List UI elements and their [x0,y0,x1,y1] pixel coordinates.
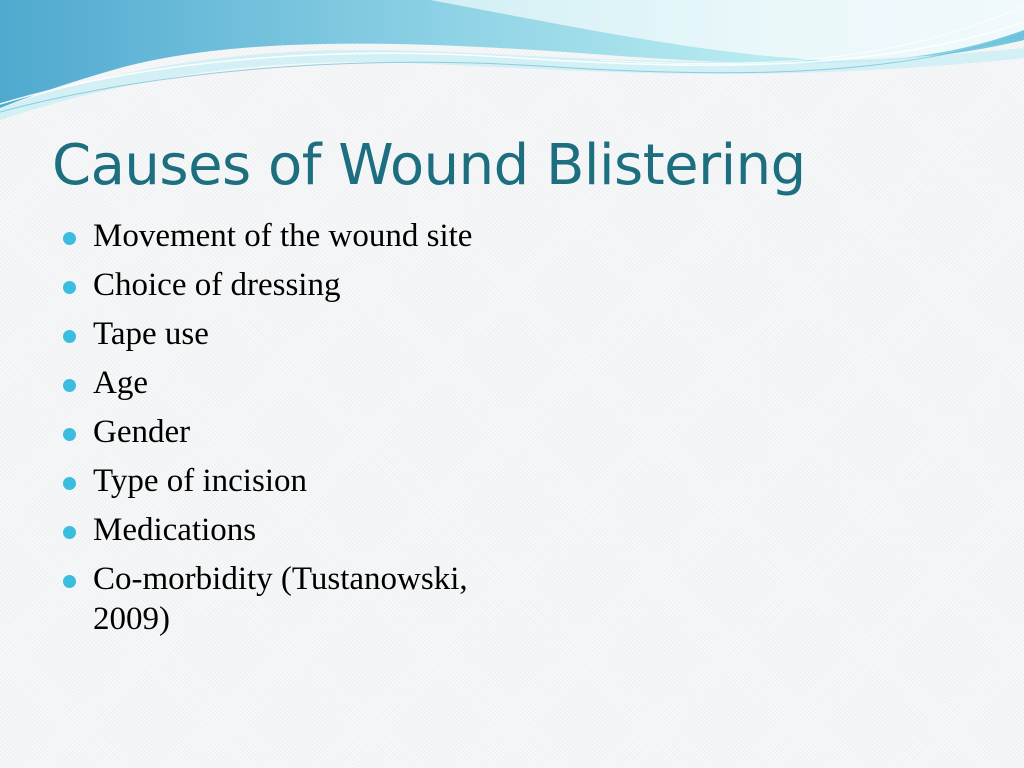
slide-title: Causes of Wound Blistering [52,133,806,198]
bullet-text: Choice of dressing [93,267,341,303]
bullet-text: Co-morbidity (Tustanowski, 2009) [93,561,468,637]
bullet-icon [63,526,76,539]
bullet-icon [63,477,76,490]
bullet-icon [63,281,76,294]
bullet-text: Medications [93,512,257,548]
bullet-icon [63,428,76,441]
bullet-item [60,216,520,256]
bullet-icon [63,330,76,343]
bullet-text: Movement of the wound site [93,218,473,254]
header-wave-decoration [0,0,1024,120]
bullet-text: Gender [93,414,191,450]
bullet-item [60,314,520,354]
bullet-icon [63,575,76,588]
bullet-text: Tape use [93,316,209,352]
bullet-text: Age [93,365,148,401]
bullet-item [60,461,520,501]
bullet-item [60,265,520,305]
bullet-icon [63,379,76,392]
bullet-icon [63,232,76,245]
bullet-list [60,216,520,648]
bullet-item [60,412,520,452]
bullet-text: Type of incision [93,463,307,499]
bullet-item [60,363,520,403]
bullet-item [60,559,520,639]
bullet-item [60,510,520,550]
